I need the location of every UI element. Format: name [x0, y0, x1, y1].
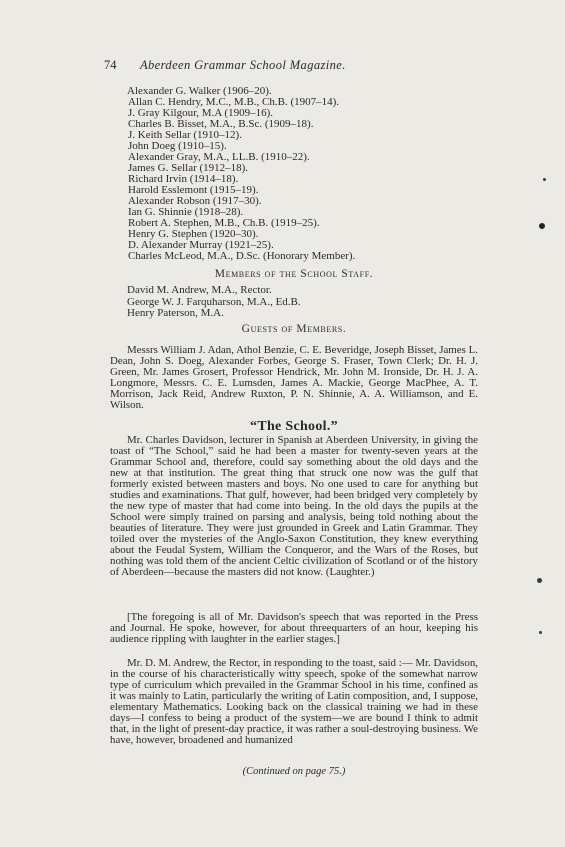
list-item: James G. Sellar (1912–18).	[128, 162, 249, 174]
staff-heading: Members of the School Staff.	[214, 268, 374, 280]
list-item: Ian G. Shinnie (1918–28).	[128, 206, 244, 218]
page-number: 74	[104, 58, 117, 72]
print-speck	[543, 178, 546, 181]
list-item: Henry G. Stephen (1920–30).	[128, 228, 259, 240]
list-item: Henry Paterson, M.A.	[127, 307, 224, 319]
list-item: J. Gray Kilgour, M.A (1909–16).	[128, 107, 273, 119]
staff-list	[110, 285, 495, 320]
members-list	[110, 86, 478, 262]
print-speck	[539, 631, 542, 634]
guests-paragraph: Messrs William J. Adan, Athol Benzie, C. E. Beveridge, Joseph Bisset, James L. Dean, John S. Doeg, Alexander Forbes, George S. Fraser, Town Clerk; Dr. H. J. Green, Mr. James Grosert, Professor Hendrick, Mr. John M. Ironside, Dr. H. J. A. Longmore, Messrs. C. E. Lumsden, James A. Mackie, George MacPhee, A. T. Morrison, Jack Reid, Andrew Ruxton, P. N. Shinnie, A. A. Williamson, and E. Wilson.	[110, 344, 478, 411]
section-title: “The School.”	[250, 419, 338, 434]
list-item: John Doeg (1910–15).	[128, 140, 227, 152]
print-speck	[537, 578, 542, 583]
list-item: Alexander Robson (1917–30).	[128, 195, 262, 207]
list-item: Charles McLeod, M.A., D.Sc. (Honorary Member).	[128, 250, 356, 262]
list-item: George W. J. Farquharson, M.A., Ed.B.	[127, 295, 301, 308]
list-item: Richard Irvin (1914–18).	[128, 173, 239, 185]
guests-heading: Guests of Members.	[241, 323, 347, 335]
list-item: Charles B. Bisset, M.A., B.Sc. (1909–18).	[128, 118, 314, 130]
print-speck	[539, 223, 545, 229]
page-header	[104, 58, 464, 73]
list-item: D. Alexander Murray (1921–25).	[128, 239, 274, 251]
magazine-title: Aberdeen Grammar School Magazine.	[140, 58, 346, 72]
list-item: Allan C. Hendry, M.C., M.B., Ch.B. (1907–14).	[128, 96, 340, 108]
continued-note: (Continued on page 75.)	[242, 766, 346, 777]
list-item: J. Keith Sellar (1910–12).	[128, 129, 242, 141]
list-item: Harold Esslemont (1915–19).	[128, 184, 259, 196]
list-item: Alexander Gray, M.A., LL.B. (1910–22).	[128, 151, 310, 163]
rector-paragraph: Mr. D. M. Andrew, the Rector, in responding to the toast, said :— Mr. Davidson, in the course of his characteristically witty speech, spoke of the somewhat narrow type of curriculum which prevailed in the Grammar School in his time, confined as it was mainly to Latin, particularly the writing of Latin composition, and, I suppose, elementary Mathematics. Looking back on the classical training we had in these days—I confess to being a product of the system—we are bound I think to admit that, in the light of present-day practice, it was rather a soul-destroying business. We have, however, broadened and humanized	[110, 657, 478, 746]
list-item: David M. Andrew, M.A., Rector.	[127, 284, 272, 296]
speech-paragraph: Mr. Charles Davidson, lecturer in Spanish at Aberdeen University, in giving the toast of “The School,” said he had been a master for twenty-seven years at the Grammar School and, therefore, could say something about the old days and the new at that institution. The great thing that struck one now was the gulf that formerly existed between masters and boys. No one used to care for anything but studies and examinations. That gulf, however, had been bridged very completely by the new type of master that had come into being. In the old days the pupils at the School were simply trained on parsing and analysis, being told nothing about the beauties of literature. They were just grounded in Greek and Latin Grammar. They toiled over the mysteries of the Anglo-Saxon Constitution, they knew everything about the Feudal System, William the Conqueror, and the Wars of the Roses, but nothing was told them of the ancient Celtic civilization of Scotland or of the history of Aberdeen—because the masters did not know. (Laughter.)	[110, 434, 478, 578]
list-item: Alexander G. Walker (1906–20).	[127, 85, 272, 97]
editorial-note: [The foregoing is all of Mr. Davidson's speech that was reported in the Press and Journal. He spoke, however, for about threequarters of an hour, keeping his audience rippling with laughter in the earlier stages.]	[110, 611, 478, 645]
list-item: Robert A. Stephen, M.B., Ch.B. (1919–25).	[128, 217, 320, 229]
